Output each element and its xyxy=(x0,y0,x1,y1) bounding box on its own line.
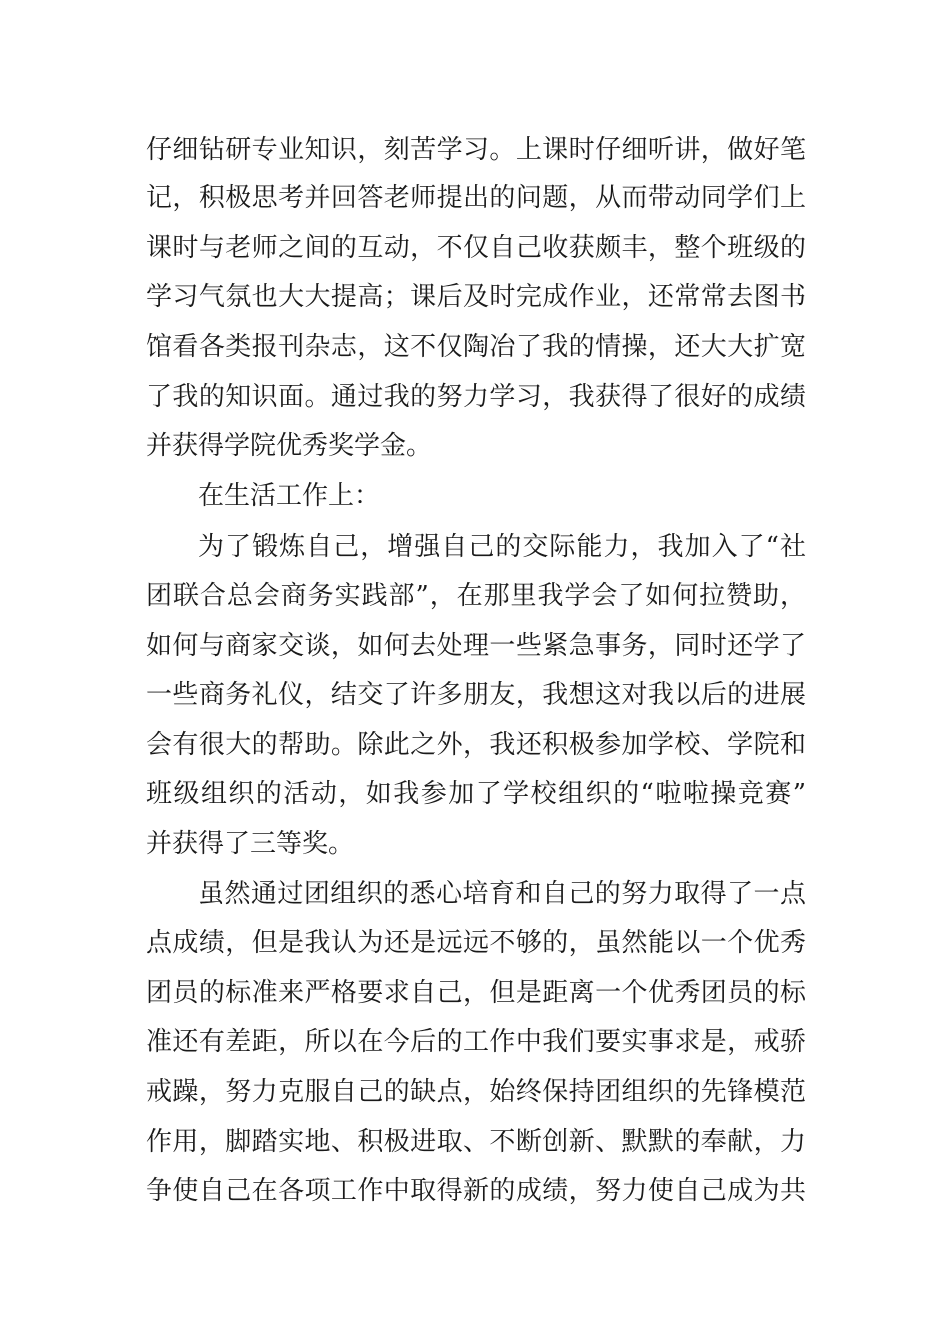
text-line: 会有很大的帮助。除此之外，我还积极参加学校、学院和 xyxy=(146,730,806,760)
text-line: 馆看各类报刊杂志，这不仅陶冶了我的情操，还大大扩宽 xyxy=(146,332,806,362)
text-line: 团员的标准来严格要求自己，但是距离一个优秀团员的标 xyxy=(146,978,806,1008)
text-line: 准还有差距，所以在今后的工作中我们要实事求是，戒骄 xyxy=(146,1027,806,1057)
text-line: 课时与老师之间的互动，不仅自己收获颇丰，整个班级的 xyxy=(146,233,806,263)
text-line: 学习气氛也大大提高；课后及时完成作业，还常常去图书 xyxy=(146,282,806,312)
text-line: 并获得了三等奖。 xyxy=(146,829,355,859)
text-line: 记，积极思考并回答老师提出的问题，从而带动同学们上 xyxy=(146,183,806,213)
text-line: 争使自己在各项工作中取得新的成绩，努力使自己成为共 xyxy=(146,1176,806,1206)
text-line: 作用，脚踏实地、积极进取、不断创新、默默的奉献，力 xyxy=(146,1127,806,1157)
text-line: 为了锻炼自己，增强自己的交际能力，我加入了“社 xyxy=(198,532,806,562)
text-line: 并获得学院优秀奖学金。 xyxy=(146,431,433,461)
text-line: 团联合总会商务实践部”，在那里我学会了如何拉赞助， xyxy=(146,581,806,611)
text-line: 点成绩，但是我认为还是远远不够的，虽然能以一个优秀 xyxy=(146,928,806,958)
text-line: 班级组织的活动，如我参加了学校组织的“啦啦操竞赛” xyxy=(146,779,806,809)
text-line: 仔细钻研专业知识，刻苦学习。上课时仔细听讲，做好笔 xyxy=(146,135,806,165)
text-line: 了我的知识面。通过我的努力学习，我获得了很好的成绩 xyxy=(146,382,806,412)
text-line: 如何与商家交谈，如何去处理一些紧急事务，同时还学了 xyxy=(146,631,806,661)
text-line: 戒躁，努力克服自己的缺点，始终保持团组织的先锋模范 xyxy=(146,1077,806,1107)
text-line: 一些商务礼仪，结交了许多朋友，我想这对我以后的进展 xyxy=(146,680,806,710)
text-line: 虽然通过团组织的悉心培育和自己的努力取得了一点 xyxy=(198,879,806,909)
section-heading: 在生活工作上： xyxy=(198,481,381,511)
